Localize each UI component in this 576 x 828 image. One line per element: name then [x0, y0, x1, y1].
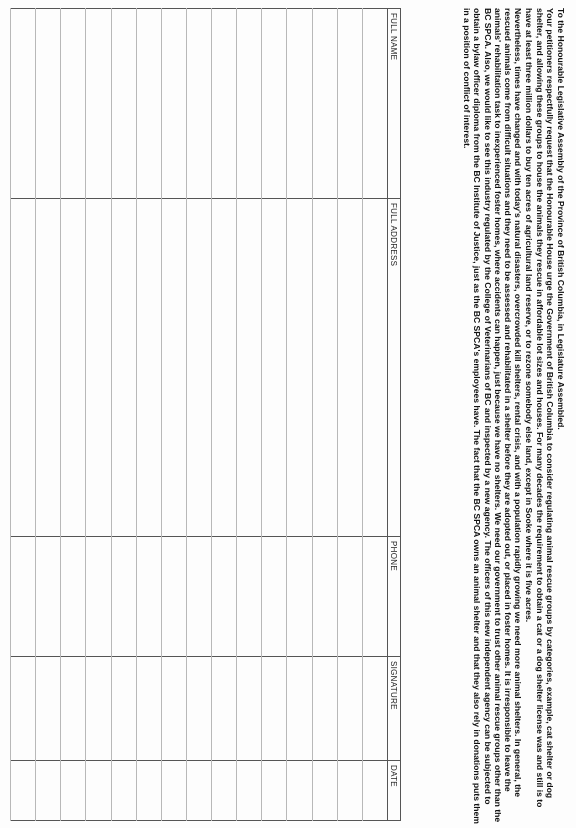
signature-cell[interactable]: [287, 657, 312, 761]
address-cell[interactable]: [111, 199, 136, 537]
column-header-signature: SIGNATURE: [388, 657, 401, 761]
name-cell[interactable]: [262, 9, 287, 199]
signature-row: [11, 9, 36, 821]
signature-row: [362, 9, 387, 821]
address-cell[interactable]: [161, 199, 186, 537]
signature-cell[interactable]: [86, 657, 111, 761]
column-header-phone: PHONE: [388, 537, 401, 657]
signature-row: [212, 9, 237, 821]
signature-cell[interactable]: [111, 657, 136, 761]
date-cell[interactable]: [337, 761, 362, 821]
address-cell[interactable]: [136, 199, 161, 537]
signature-cell[interactable]: [337, 657, 362, 761]
date-cell[interactable]: [187, 761, 212, 821]
address-cell[interactable]: [36, 199, 61, 537]
phone-cell[interactable]: [212, 537, 237, 657]
name-cell[interactable]: [61, 9, 86, 199]
name-cell[interactable]: [312, 9, 337, 199]
date-cell[interactable]: [61, 761, 86, 821]
signature-row: [161, 9, 186, 821]
address-cell[interactable]: [362, 199, 387, 537]
phone-cell[interactable]: [337, 537, 362, 657]
name-cell[interactable]: [362, 9, 387, 199]
signature-row: [237, 9, 262, 821]
signature-row: [287, 9, 312, 821]
signature-cell[interactable]: [161, 657, 186, 761]
petition-paragraph-rationale: Nevertheless, times have changed and with today's natural disasters, overcrowded kill shelters, rental crisis, and with a population rapidly growing we need more animal shelters. In general, the rescued animals come from difficult situations and they need to be assessed and rehabilitated in a shelter before they are adopted out, or placed in foster homes. It is irresponsible to leave the animals' rehabilitation task to inexperienced foster homes, where accidents can happen, just because we have no shelters. We need our government to trust other animal rescue groups other than the BC SPCA. Also, we would like to see this industry regulated by the College of Veterinarians of BC and inspected by a new agency. The officers of this new independent agency can be subjected to obtain a bylaw officer diploma from the BC Institute of Justice, just as the BC SPCA's employees have. The fact that the BC SPCA owns an animal shelter and that they also rely in donations puts them in a position of conflict of interest.: [462, 8, 524, 824]
signature-cell[interactable]: [212, 657, 237, 761]
phone-cell[interactable]: [86, 537, 111, 657]
name-cell[interactable]: [11, 9, 36, 199]
signature-row: [337, 9, 362, 821]
signature-table-header: [388, 9, 401, 821]
address-cell[interactable]: [287, 199, 312, 537]
date-cell[interactable]: [86, 761, 111, 821]
signature-row: [262, 9, 287, 821]
name-cell[interactable]: [237, 9, 262, 199]
address-cell[interactable]: [337, 199, 362, 537]
signature-cell[interactable]: [312, 657, 337, 761]
date-cell[interactable]: [287, 761, 312, 821]
signature-rows: [11, 9, 388, 821]
signature-row: [111, 9, 136, 821]
phone-cell[interactable]: [61, 537, 86, 657]
date-cell[interactable]: [136, 761, 161, 821]
phone-cell[interactable]: [287, 537, 312, 657]
column-header-date: DATE: [388, 761, 401, 821]
address-cell[interactable]: [187, 199, 212, 537]
signature-row: [136, 9, 161, 821]
petition-salutation: To the Honourable Legislative Assembly of the Province of British Columbia, in Legislature Assembled.: [556, 8, 566, 430]
name-cell[interactable]: [337, 9, 362, 199]
address-cell[interactable]: [237, 199, 262, 537]
address-cell[interactable]: [262, 199, 287, 537]
date-cell[interactable]: [36, 761, 61, 821]
signature-row: [61, 9, 86, 821]
address-cell[interactable]: [61, 199, 86, 537]
name-cell[interactable]: [111, 9, 136, 199]
signature-cell[interactable]: [362, 657, 387, 761]
signature-cell[interactable]: [36, 657, 61, 761]
petition-text: [462, 8, 566, 828]
date-cell[interactable]: [237, 761, 262, 821]
signature-row: [86, 9, 111, 821]
name-cell[interactable]: [161, 9, 186, 199]
signature-cell[interactable]: [187, 657, 212, 761]
signature-table: [10, 8, 401, 821]
phone-cell[interactable]: [111, 537, 136, 657]
signature-row: [187, 9, 212, 821]
signature-row: [36, 9, 61, 821]
address-cell[interactable]: [312, 199, 337, 537]
signature-cell[interactable]: [11, 657, 36, 761]
date-cell[interactable]: [262, 761, 287, 821]
signature-cell[interactable]: [262, 657, 287, 761]
address-cell[interactable]: [11, 199, 36, 537]
signature-cell[interactable]: [237, 657, 262, 761]
phone-cell[interactable]: [187, 537, 212, 657]
date-cell[interactable]: [312, 761, 337, 821]
signature-cell[interactable]: [136, 657, 161, 761]
address-cell[interactable]: [212, 199, 237, 537]
phone-cell[interactable]: [136, 537, 161, 657]
date-cell[interactable]: [212, 761, 237, 821]
phone-cell[interactable]: [262, 537, 287, 657]
phone-cell[interactable]: [237, 537, 262, 657]
name-cell[interactable]: [212, 9, 237, 199]
phone-cell[interactable]: [362, 537, 387, 657]
address-cell[interactable]: [86, 199, 111, 537]
date-cell[interactable]: [111, 761, 136, 821]
column-header-full-address: FULL ADDRESS: [388, 199, 401, 537]
date-cell[interactable]: [11, 761, 36, 821]
phone-cell[interactable]: [11, 537, 36, 657]
signature-cell[interactable]: [61, 657, 86, 761]
phone-cell[interactable]: [36, 537, 61, 657]
date-cell[interactable]: [161, 761, 186, 821]
name-cell[interactable]: [136, 9, 161, 199]
date-cell[interactable]: [362, 761, 387, 821]
petition-paragraph-request: Your petitioners respectfully request that the Honourable House urge the Government of British Columbia to consider regulating animal rescue groups by categories, example, cat shelter or dog shelter, and allowing these groups to house the animals they rescue in affordable lot sizes and houses. For many decades the requirement to obtain a cat or a dog shelter license was and still is to have at least three million dollars to buy ten acres of agricultural land reserve, or to rezone somebody else land, except in Sooke where it is five acres.: [524, 8, 555, 808]
name-cell[interactable]: [36, 9, 61, 199]
column-header-full-name: FULL NAME: [388, 9, 401, 199]
name-cell[interactable]: [86, 9, 111, 199]
phone-cell[interactable]: [312, 537, 337, 657]
phone-cell[interactable]: [161, 537, 186, 657]
signature-row: [312, 9, 337, 821]
name-cell[interactable]: [187, 9, 212, 199]
name-cell[interactable]: [287, 9, 312, 199]
